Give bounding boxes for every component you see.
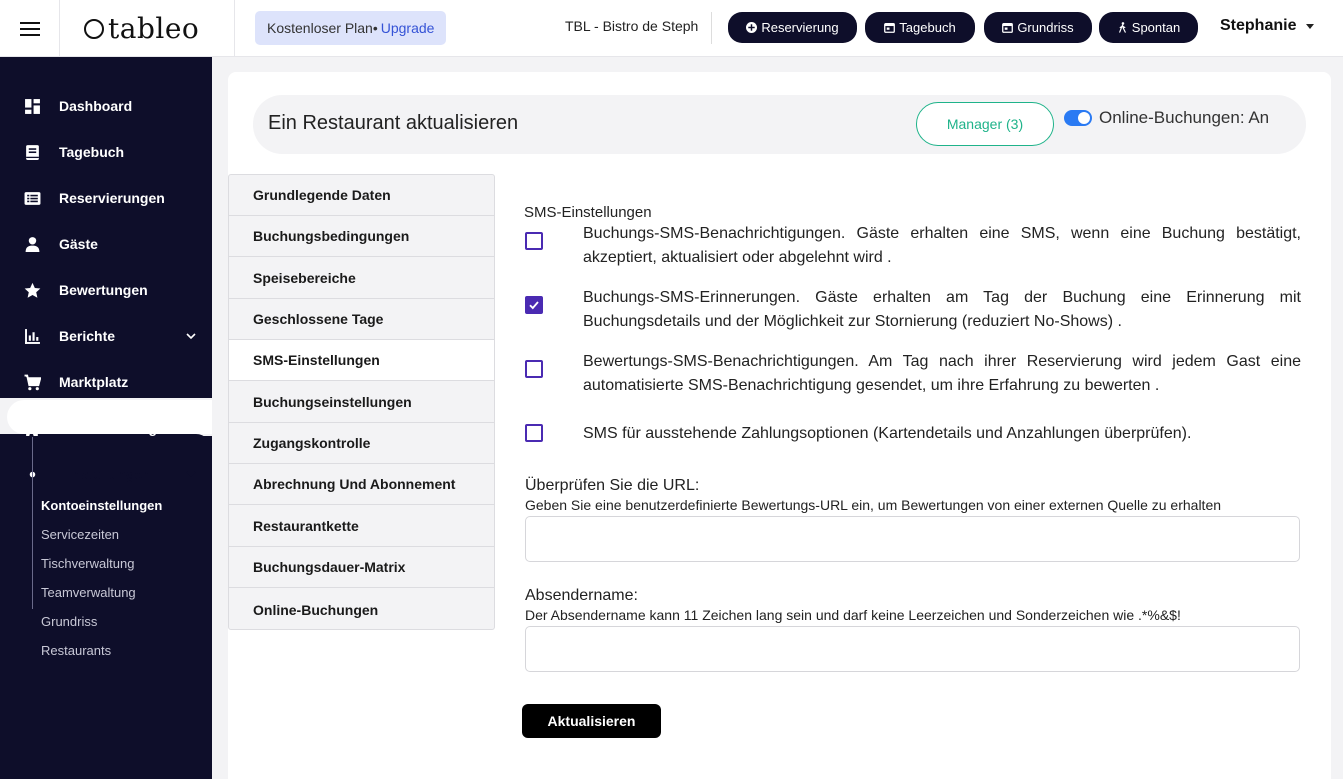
sender-name-help: Der Absendername kann 11 Zeichen lang sein und darf keine Leerzeichen und Sonderzeichen wie .*%&$! xyxy=(525,607,1181,623)
sms-notifications-checkbox[interactable] xyxy=(525,232,543,250)
sidebar-item-label: Tagebuch xyxy=(59,144,125,160)
sidebar-item-label: Bewertungen xyxy=(59,282,148,298)
sms-reminders-label: Buchungs-SMS-Erinnerungen. Gäste erhalten am Tag der Buchung eine Erinnerung mit Buchungsdetails und der Möglichkeit zur Stornierung (reduziert No-Shows) . xyxy=(583,289,1301,330)
tab-access-control[interactable]: Zugangskontrolle xyxy=(229,423,494,464)
update-button[interactable]: Aktualisieren xyxy=(522,704,661,738)
sidebar-item-label: Dashboard xyxy=(59,98,133,114)
submenu-item-restaurants[interactable]: Restaurants xyxy=(41,643,112,658)
user-name: Stephanie xyxy=(1220,17,1297,34)
tab-online-bookings[interactable]: Online-Buchungen xyxy=(253,601,379,618)
new-reservation-button[interactable] xyxy=(728,12,857,43)
button-label: Grundriss xyxy=(1017,20,1074,35)
menu-toggle-button[interactable] xyxy=(0,0,60,57)
sender-name-input[interactable] xyxy=(525,626,1300,672)
plan-badge[interactable] xyxy=(255,11,446,45)
section-title: SMS-Einstellungen xyxy=(524,204,652,221)
sidebar-item-label: Einstellungen xyxy=(59,466,151,482)
sidebar-item-label: Zusatzleistungen xyxy=(59,420,174,436)
upgrade-link[interactable]: Upgrade xyxy=(380,20,435,36)
review-url-label: Überprüfen Sie die URL: xyxy=(525,477,700,494)
checkmark-icon xyxy=(528,299,540,311)
tab-booking-settings[interactable]: Buchungseinstellungen xyxy=(229,382,494,423)
submenu-item-service-times[interactable]: Servicezeiten xyxy=(41,527,120,542)
tab-booking-duration-matrix[interactable]: Buchungsdauer-Matrix xyxy=(229,547,494,588)
cart-icon xyxy=(24,374,41,391)
sidebar-item-reviews[interactable] xyxy=(0,272,212,308)
person-icon xyxy=(24,236,41,253)
hamburger-icon xyxy=(20,21,40,37)
sidebar-item-label: Gäste xyxy=(59,236,98,252)
divider xyxy=(234,0,235,57)
restaurant-name[interactable]: TBL - Bistro de Steph xyxy=(565,18,699,34)
plus-circle-icon xyxy=(746,22,757,33)
review-url-help: Geben Sie eine benutzerdefinierte Bewertungs-URL ein, um Bewertungen von einer externen Quelle zu erhalten xyxy=(525,497,1222,513)
star-icon xyxy=(24,282,41,299)
sidebar-item-diary[interactable] xyxy=(0,134,212,170)
manager-button[interactable]: Manager (3) xyxy=(916,102,1054,146)
sidebar-item-label: Berichte xyxy=(59,328,116,344)
tab-basic-data[interactable]: Grundlegende Daten xyxy=(229,175,494,216)
logo-ring-icon xyxy=(84,19,104,39)
chevron-down-icon xyxy=(186,331,196,341)
sidebar-item-marketplace[interactable] xyxy=(0,364,212,400)
sender-name-label: Absendername: xyxy=(525,587,638,604)
toggle-knob xyxy=(1078,112,1090,124)
sidebar-item-reports[interactable] xyxy=(0,318,212,354)
top-bar xyxy=(0,0,1343,57)
submenu-item-floorplan[interactable]: Grundriss xyxy=(41,614,98,629)
floorplan-button[interactable] xyxy=(984,12,1092,43)
online-booking-toggle[interactable] xyxy=(1064,110,1092,126)
user-menu[interactable] xyxy=(1220,17,1314,35)
sidebar-item-guests[interactable] xyxy=(0,226,212,262)
calendar-icon xyxy=(884,22,895,33)
button-label: Tagebuch xyxy=(899,20,956,35)
submenu-line xyxy=(32,437,33,609)
submenu-item-table-management[interactable]: Tischverwaltung xyxy=(41,556,135,571)
divider xyxy=(711,12,712,44)
walk-in-button[interactable] xyxy=(1099,12,1198,43)
pending-payment-sms-label: SMS für ausstehende Zahlungsoptionen (Kartendetails und Anzahlungen überprüfen). xyxy=(583,425,1192,442)
pending-payment-sms-checkbox[interactable] xyxy=(525,424,543,442)
diary-button[interactable] xyxy=(865,12,975,43)
plan-label: Kostenloser Plan xyxy=(267,20,373,36)
puzzle-icon xyxy=(24,420,41,437)
plan-separator: • xyxy=(372,20,378,36)
chevron-down-icon xyxy=(186,469,196,479)
review-url-input[interactable] xyxy=(525,516,1300,562)
book-icon xyxy=(24,144,41,161)
chevron-down-icon xyxy=(186,423,196,433)
tab-dining-areas[interactable]: Speisebereiche xyxy=(229,258,494,299)
caret-down-icon xyxy=(1306,24,1314,29)
sms-reminders-checkbox[interactable] xyxy=(525,296,543,314)
dashboard-icon xyxy=(24,98,41,115)
tab-restaurant-chain[interactable]: Restaurantkette xyxy=(229,506,494,547)
sidebar-item-label: Reservierungen xyxy=(59,190,165,206)
review-sms-label: Bewertungs-SMS-Benachrichtigungen. Am Tag nach ihrer Reservierung wird jedem Gast eine automatisierte SMS-Benachrichtigung gesendet, um ihre Erfahrung zu bewerten . xyxy=(583,353,1301,394)
sms-notifications-label: Buchungs-SMS-Benachrichtigungen. Gäste erhalten eine SMS, wenn eine Buchung bestätigt, akzeptiert, aktualisiert oder abgelehnt wird . xyxy=(583,225,1301,266)
sidebar-item-label: Marktplatz xyxy=(59,374,129,390)
tab-sms-settings[interactable]: SMS-Einstellungen xyxy=(229,340,494,381)
sidebar-item-reservations[interactable] xyxy=(0,180,212,216)
button-label: Spontan xyxy=(1131,20,1181,35)
review-sms-checkbox[interactable] xyxy=(525,360,543,378)
submenu-item-team-management[interactable]: Teamverwaltung xyxy=(41,585,136,600)
online-booking-label: Online-Buchungen: An xyxy=(1099,108,1270,127)
tab-closed-days[interactable]: Geschlossene Tage xyxy=(229,299,494,340)
sidebar-item-dashboard[interactable] xyxy=(0,88,212,124)
chart-icon xyxy=(24,328,41,345)
page-title: Ein Restaurant aktualisieren xyxy=(268,112,519,134)
button-label: Reservierung xyxy=(761,20,839,35)
settings-tab-list xyxy=(228,174,495,630)
walk-icon xyxy=(1117,22,1128,33)
app-logo[interactable] xyxy=(84,12,199,44)
floorplan-icon xyxy=(1002,22,1013,33)
list-icon xyxy=(24,190,41,207)
submenu-item-account-settings[interactable]: Kontoeinstellungen xyxy=(41,498,163,513)
logo-text: tableo xyxy=(108,11,200,45)
tab-billing[interactable]: Abrechnung Und Abonnement xyxy=(229,464,494,505)
tab-booking-conditions[interactable]: Buchungsbedingungen xyxy=(229,216,494,257)
